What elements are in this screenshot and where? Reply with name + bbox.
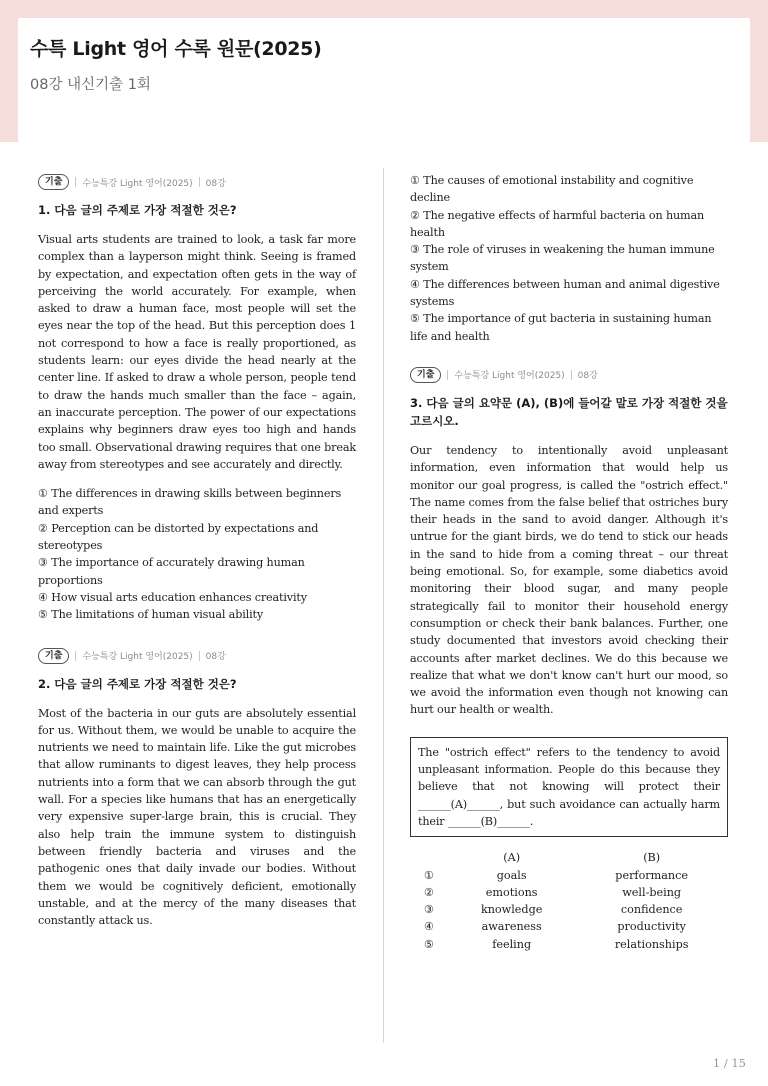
exam-tag: 기출 (410, 367, 441, 383)
separator (75, 651, 76, 661)
separator (571, 370, 572, 380)
question-2 (38, 646, 356, 930)
answer-a: goals (496, 868, 527, 882)
question-1-source (38, 172, 356, 192)
question-3 (410, 365, 728, 953)
answer-b: relationships (614, 937, 689, 951)
answer-number: ③ (423, 903, 435, 917)
lesson-label: 08강 (577, 371, 598, 382)
question-1-title: 1. 다음 글의 주제로 가장 적절한 것은? (38, 203, 237, 217)
answer-row (410, 867, 728, 884)
answer-number: ② (423, 885, 435, 899)
source-name: 수능특강 Light 영어(2025) (82, 178, 193, 189)
choice: ④ The differences between human and animal digestive systems (410, 277, 720, 309)
question-3-title: 3. 다음 글의 요약문 (A), (B)에 들어갈 말로 가장 적절한 것을 고르시오. (410, 395, 728, 428)
question-1-choices (38, 485, 356, 623)
left-column (38, 172, 356, 943)
separator (75, 177, 76, 187)
separator (199, 651, 200, 661)
choice: ② The negative effects of harmful bacteria on human health (410, 208, 705, 239)
answer-a: knowledge (480, 903, 543, 917)
column-b-header: (B) (643, 851, 661, 865)
answer-number: ④ (423, 920, 435, 934)
answer-a: awareness (481, 920, 542, 934)
question-3-source (410, 365, 728, 385)
choice: ③ The role of viruses in weakening the human immune system (410, 243, 715, 274)
answer-a: emotions (485, 885, 538, 899)
lesson-label: 08강 (205, 178, 226, 189)
document-subtitle: 08강 내신기출 1회 (30, 77, 151, 93)
exam-tag: 기출 (38, 174, 69, 190)
lesson-label: 08강 (205, 652, 226, 663)
column-a-header: (A) (503, 851, 521, 865)
question-1 (38, 172, 356, 624)
separator (447, 370, 448, 380)
question-2-source (38, 646, 356, 666)
answer-b: confidence (620, 903, 683, 917)
question-2-passage: Most of the bacteria in our guts are absolutely essential for us. Without them, we would be unable to acquire the nutrients we need to maintain life. Like the gut microbes that allow ruminants to digest leaves, they help process nutrients into a form that we can absorb through the gut wall. For a species like humans that has an energetically very expensive super-large brain, this is crucial. They also help train the immune system to distinguish between friendly bacteria and viruses and the pathogenic ones that daily invade our bodies. Without them we would be cognitively deficient, emotionally unstable, and at the mercy of the many diseases that constantly attack us. (38, 706, 356, 928)
choice: ④ How visual arts education enhances creativity (38, 590, 307, 604)
answer-a: feeling (492, 937, 532, 951)
choice: ② Perception can be distorted by expectations and stereotypes (38, 521, 319, 553)
source-name: 수능특강 Light 영어(2025) (82, 652, 193, 663)
question-2-title: 2. 다음 글의 주제로 가장 적절한 것은? (38, 676, 237, 691)
answer-b: well-being (622, 885, 682, 899)
answer-row (410, 936, 728, 953)
answer-row (410, 884, 728, 901)
choice: ③ The importance of accurately drawing human proportions (38, 556, 305, 587)
document-title: 수특 Light 영어 수록 원문(2025) (30, 38, 322, 60)
answer-table (410, 849, 728, 953)
answer-b: performance (615, 868, 689, 882)
answer-row (410, 918, 728, 935)
right-column (410, 172, 728, 967)
answer-row (410, 901, 728, 918)
question-3-passage: Our tendency to intentionally avoid unpleasant information, even information that would help us monitor our goal progress, is called the "ostrich effect." The name comes from the false belief that ostriches bury their heads in the sand to avoid danger. Although it's untrue for the giant birds, we do tend to stick our heads in the sand to hide from a coming threat – our threat being emotional. So, for example, some diabetics avoid monitoring their blood sugar, and many people strategically fail to monitor their household energy consumption or check their bank balances. Further, one study documented that investors avoid checking their accounts after market declines. We do this because we realize that what we don't know can't hurt our mood, so we avoid the information even though not knowing can hurt our health or wealth. (410, 443, 728, 717)
choice: ① The differences in drawing skills between beginners and experts (38, 487, 342, 518)
separator (199, 177, 200, 187)
question-2-choices (410, 172, 728, 345)
column-divider (383, 168, 384, 1043)
page-number: 1 / 15 (712, 1056, 746, 1070)
question-1-passage: Visual arts students are trained to look, a task far more complex than a layperson might think. Seeing is framed by expectation, and expectation often gets in the way of perceiving the world accurately. For example, when asked to draw a human face, most people will set the eyes near the top of the head. But this perception does 1 not correspond to how a face is really proportioned, as students learn: our eyes divide the head nearly at the center line. If asked to draw a whole person, people tend to draw the hands much smaller than the face – again, an inaccurate perception. The power of our expectations explains why beginners draw eyes too high and hands too small. Observational drawing requires that one break away from stereotypes and see accurately and directly. (38, 233, 356, 471)
choice: ⑤ The limitations of human visual ability (38, 608, 264, 622)
answer-number: ① (423, 868, 435, 882)
answer-table-header (410, 849, 728, 866)
answer-number: ⑤ (423, 937, 435, 951)
choice: ⑤ The importance of gut bacteria in sustaining human life and health (410, 312, 712, 343)
answer-b: productivity (617, 920, 686, 934)
summary-box: The "ostrich effect" refers to the tendency to avoid unpleasant information. People do this because they believe that not knowing will protect their ______(A)______, but such avoidance can actually harm their ______(B)______. (410, 737, 728, 837)
exam-tag: 기출 (38, 648, 69, 664)
choice: ① The causes of emotional instability and cognitive decline (410, 174, 694, 205)
source-name: 수능특강 Light 영어(2025) (454, 371, 565, 382)
